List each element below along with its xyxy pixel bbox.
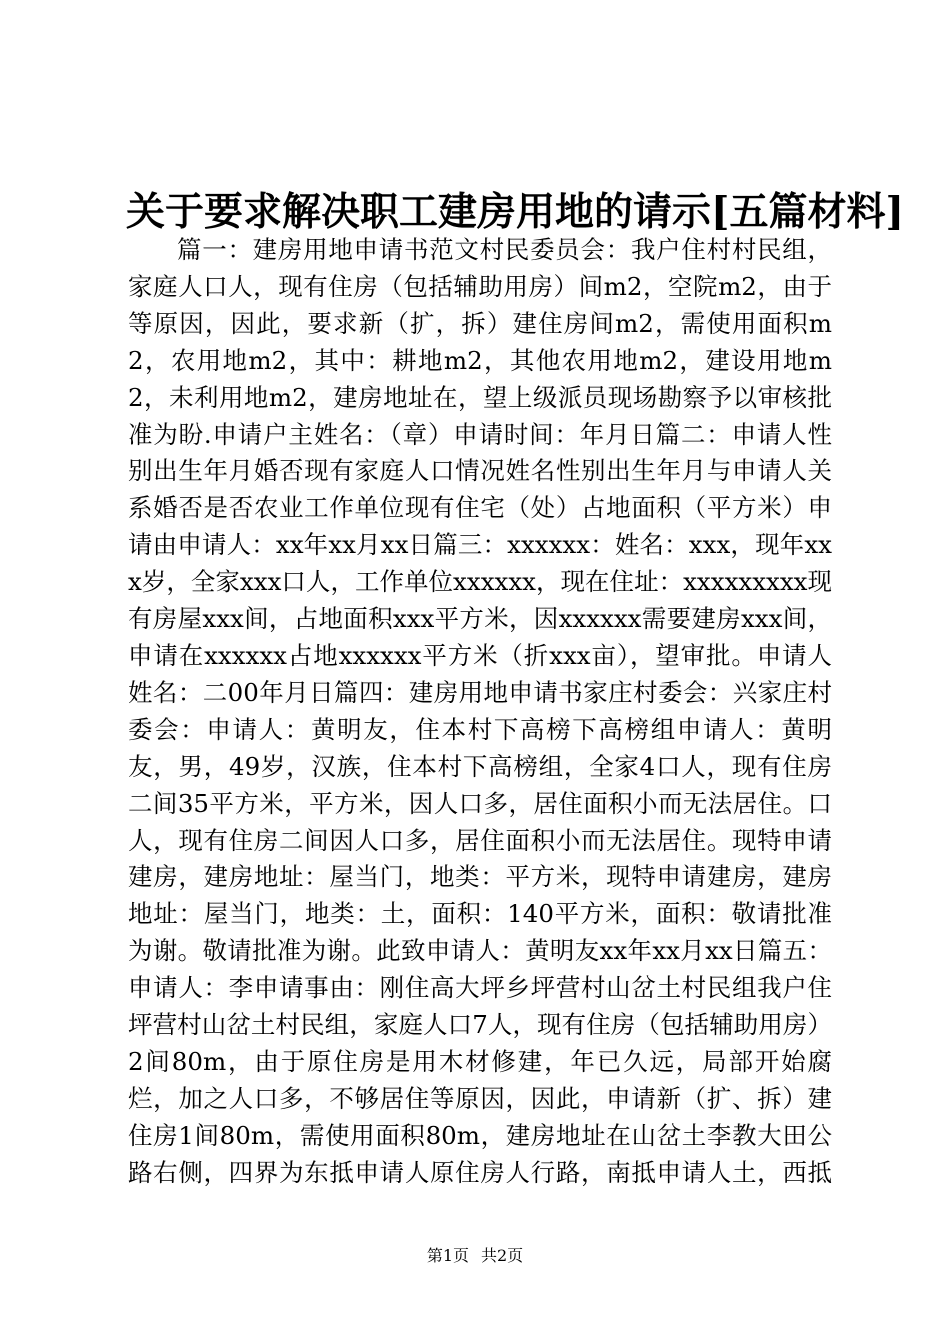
page-number-total: 共2页 <box>481 1246 524 1265</box>
document-body-text: 篇一：建房用地申请书范文村民委员会：我户住村村民组，家庭人口人，现有住房（包括辅助用房）间m2，空院m2，由于等原因，因此，要求新（扩，拆）建住房间m2，需使用面积m2，农用地m2，其中：耕地m2，其他农用地m2，建设用地m2，未利用地m2，建房地址在，望上级派员现场勘察予以审核批准为盼.申请户主姓名：（章）申请时间：年月日篇二：申请人性别出生年月婚否现有家庭人口情况姓名性别出生年月与申请人关系婚否是否农业工作单位现有住宅（处）占地面积（平方米）申请由申请人：xx年xx月xx日篇三：xxxxxx：姓名：xxx，现年xxx岁，全家xxx口人，工作单位xxxxxx，现在住址：xxxxxxxxx现有房屋xxx间，占地面积xxx平方米，因xxxxxx需要建房xxx间，申请在xxxxxx占地xxxxxx平方米（折xxx亩），望审批。申请人姓名：二00年月日篇四：建房用地申请书家庄村委会：兴家庄村委会：申请人：黄明友，住本村下高榜下高榜组申请人：黄明友，男，49岁，汉族，住本村下高榜组，全家4口人，现有住房二间35平方米，平方米，因人口多，居住面积小而无法居住。口人，现有住房二间因人口多，居住面积小而无法居住。现特申请建房，建房地址：屋当门，地类：平方米，现特申请建房，建房地址：屋当门，地类：土，面积：140平方米，面积：敬请批准为谢。敬请批准为谢。此致申请人：黄明友xx年xx月xx日篇五：申请人：李申请事由：刚住高大坪乡坪营村山岔土村民组我户住坪营村山岔土村民组，家庭人口7人，现有住房（包括辅助用房）2间80m，由于原住房是用木材修建，年已久远，局部开始腐烂，加之人口多，不够居住等原因，因此，申请新（扩、拆）建住房1间80m，需使用面积80m，建房地址在山岔土李教大田公路右侧，四界为东抵申请人原住房人行路，南抵申请人土，西抵 <box>128 235 832 1187</box>
page-footer <box>0 1245 950 1267</box>
document-title: 关于要求解决职工建房用地的请示[五篇材料] <box>126 189 904 235</box>
page-number-current: 第1页 <box>426 1246 469 1265</box>
